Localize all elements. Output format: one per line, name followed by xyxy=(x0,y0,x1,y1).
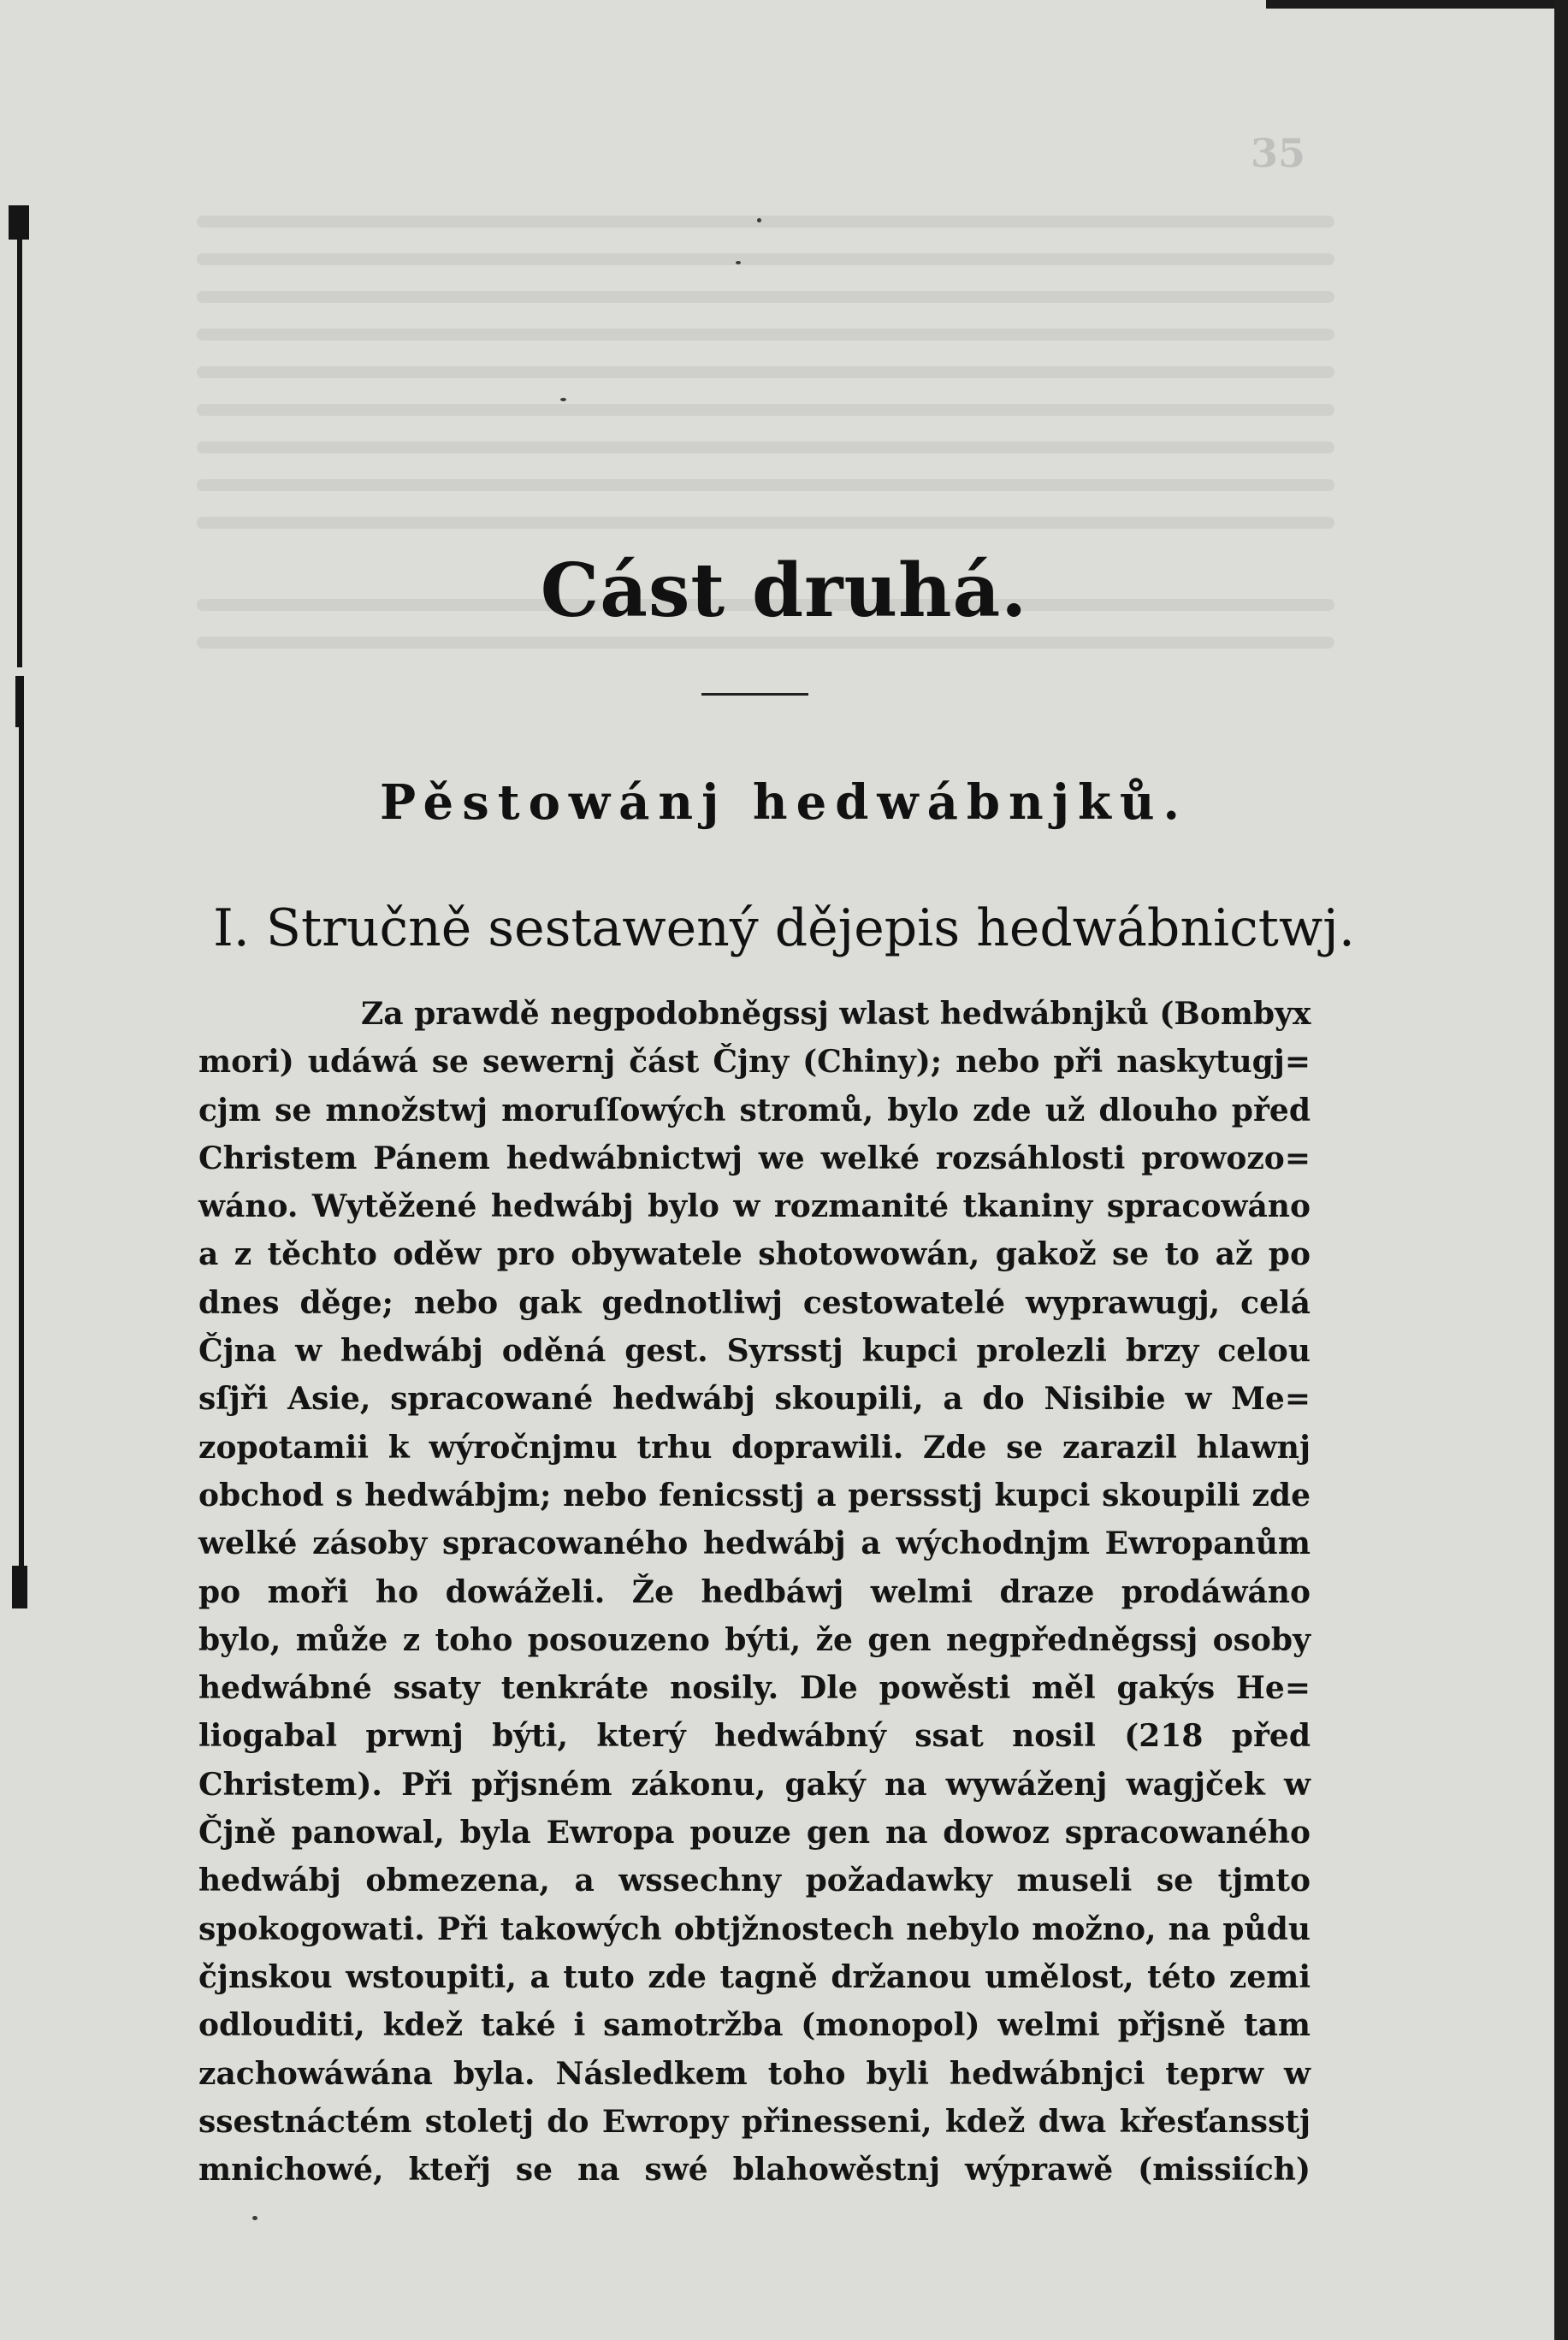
body-line: odlouditi, kdež také i samotržba (monopol) welmi přjsně tam xyxy=(198,2007,1311,2044)
show-through-text xyxy=(197,291,1334,303)
body-line: a z těchto oděw pro obywatele shotowowán, gakož se to až po xyxy=(198,1236,1311,1273)
binding-mark-lower xyxy=(19,727,24,1608)
paper-speck xyxy=(560,398,566,401)
paper-speck xyxy=(757,218,761,222)
body-line: Čjna w hedwábj oděná gest. Syrsstj kupci prolezli brzy celou xyxy=(198,1333,1311,1370)
paper-speck xyxy=(736,261,741,264)
body-line: po moři ho dowáželi. Že hedbáwj welmi draze prodáwáno xyxy=(198,1573,1311,1610)
binding-mark-top xyxy=(9,205,29,240)
show-through-text xyxy=(197,517,1334,529)
body-line: Christem). Při přjsném zákonu, gaký na wywáženj wagjček w xyxy=(198,1766,1311,1803)
body-line: obchod s hedwábjm; nebo fenicsstj a perssstj kupci skoupili zde xyxy=(198,1477,1311,1514)
body-line: welké zásoby spracowaného hedwábj a wýchodnjm Ewropanům xyxy=(198,1525,1311,1562)
show-through-text xyxy=(197,253,1334,265)
body-line: spokogowati. Při takowých obtjžnostech nebylo možno, na půdu xyxy=(198,1911,1311,1947)
part-title: Cást druhá. xyxy=(540,548,1028,634)
body-line: hedwábné ssaty tenkráte nosily. Dle powěsti měl gakýs He= xyxy=(198,1670,1311,1707)
body-line: dnes děge; nebo gak gednotliwj cestowatelé wyprawugj, celá xyxy=(198,1284,1311,1321)
binding-mark-bottom xyxy=(12,1566,27,1608)
body-line: sſjři Asie, spracowané hedwábj skoupili, a do Nisibie w Me= xyxy=(198,1381,1311,1418)
show-through-text xyxy=(197,366,1334,378)
body-line: mori) udáwá se sewernj část Čjny (Chiny); nebo při naskytugj= xyxy=(198,1044,1311,1081)
show-through-text xyxy=(197,637,1334,649)
show-through-text xyxy=(197,329,1334,341)
body-line: Christem Pánem hedwábnictwj we welké rozsáhlosti prowozo= xyxy=(198,1140,1311,1176)
body-line: čjnskou wstoupiti, a tuto zde tagně držanou umělost, této zemi xyxy=(198,1958,1311,1995)
body-line: hedwábj obmezena, a wssechny požadawky museli se tjmto xyxy=(198,1863,1311,1899)
body-line: zopotamii k wýročnjmu trhu doprawili. Zde se zarazil hlawnj xyxy=(198,1429,1311,1466)
body-line: ssestnáctém stoletj do Ewropy přinesseni, kdež dwa křesťansstj xyxy=(198,2103,1311,2140)
body-line: wáno. Wytěžené hedwábj bylo w rozmanité tkaniny spracowáno xyxy=(198,1188,1311,1225)
show-through-text xyxy=(197,441,1334,453)
page-top-edge-shadow xyxy=(1266,0,1568,9)
show-through-text xyxy=(197,404,1334,416)
body-line: Za prawdě negpodobněgssj wlast hedwábnjků (Bombyx xyxy=(361,996,1311,1032)
page-right-edge-shadow xyxy=(1554,0,1568,2340)
chapter-title: I. Stručně sestawený dějepis hedwábnictwj. xyxy=(213,898,1355,958)
paper-speck xyxy=(252,2216,257,2220)
show-through-text xyxy=(197,216,1334,228)
show-through-page-number: 35 xyxy=(1251,130,1306,176)
show-through-text xyxy=(197,479,1334,491)
binding-mark-middle xyxy=(15,676,24,727)
body-line: bylo, může z toho posouzeno býti, že gen negpředněgssj osoby xyxy=(198,1621,1311,1658)
section-title: Pěstowánj hedwábnjků. xyxy=(379,774,1189,831)
body-line: mnichowé, kteřj se na swé blahowěstnj wýprawě (missiích) xyxy=(198,2152,1311,2189)
body-line: Čjně panowal, byla Ewropa pouze gen na dowoz spracowaného xyxy=(198,1815,1311,1851)
body-paragraph xyxy=(198,990,1311,2194)
body-line: zachowáwána byla. Následkem toho byli hedwábnjci teprw w xyxy=(198,2055,1311,2092)
title-divider-rule xyxy=(701,693,808,696)
body-line: cjm se množstwj moruſſowých stromů, bylo zde už dlouho před xyxy=(198,1092,1311,1129)
body-line: liogabal prwnj býti, který hedwábný ssat nosil (218 před xyxy=(198,1718,1311,1755)
